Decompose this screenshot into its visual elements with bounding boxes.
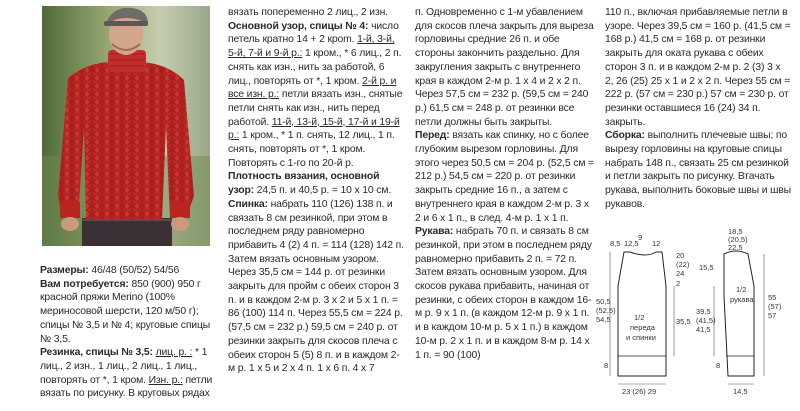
front-text: вязать как спинку, но с более глубоким вырезом горловины. Для этого через 50,5 см = 204 р. (52,5 см = 212 р.) 54,5 см = 220 р. от резинки закрыть средние 16 п., а затем с внутреннего края в каждом 2-м р. 3 х 2 и 6 х 1 п., в след. 4-м р. 1 х 1 п.	[415, 130, 594, 224]
assembly-text: выполнить плечевые швы; по вырезу горловины на круговые спицы набрать 148 п., связать 25 см резинкой и петли закрыть по рисунку. Втачать рукава, выполнить боковые швы и швы рукавов.	[605, 130, 791, 210]
main-pattern-paragraph	[228, 20, 406, 171]
back-label: Спинка:	[228, 198, 268, 210]
dim-sleeve-len-left-1: 39,5	[696, 307, 711, 316]
col2-line0: вязать попеременно 2 лиц., 2 изн.	[228, 7, 388, 18]
dim-neck-depth-3: 24	[676, 269, 685, 278]
back-paragraph	[228, 198, 406, 376]
materials-paragraph	[40, 278, 218, 347]
main-pattern-rows-b: 2-й р. и все изн. р.:	[228, 75, 397, 101]
dim-total-height-3: 54,5	[596, 315, 611, 324]
main-pattern-text-d: 1 кром., * 1 п. снять, 12 лиц., 1 п. снять, повторять от *, 1 кром. Повторять с 1-го по 20-й р.	[228, 130, 395, 169]
body-label-3: и спинки	[626, 333, 656, 342]
column-4-text	[605, 6, 791, 212]
front-paragraph	[415, 129, 597, 225]
sleeve-outline	[724, 251, 754, 376]
main-pattern-text-a: число петель кратно 14 + 2 крom.	[228, 20, 399, 46]
dim-neck-depth-2: (22)	[676, 260, 690, 269]
dim-sleeve-len-left-2: (41,5)	[696, 316, 716, 325]
rib-wrong-side-label: Изн. р.:	[148, 374, 183, 386]
main-pattern-text-b: 1 кром., * 6 лиц., 2 п. снять как изн., нить за работой, 6 лиц., повторять от *, 1 кром.	[228, 48, 402, 87]
rib-text: * 1 лиц., 2 изн., 1 лиц., 2 лиц., 1 лиц., повторять от *, 1 кром.	[40, 347, 208, 386]
dim-sleeve-top-2: (20,5)	[728, 235, 748, 244]
main-pattern-label: Основной узор, спицы № 4:	[228, 20, 369, 32]
rib-row-label: лиц. р. :	[155, 347, 193, 359]
pattern-diagram	[596, 226, 796, 406]
dim-shoulder-left: 8,5	[610, 239, 621, 248]
dim-sleeve-len-right-2: (57)	[768, 302, 782, 311]
dim-sleeve-len-right-3: 57	[768, 311, 777, 320]
dim-sleeve-top-1: 18,5	[728, 227, 743, 236]
dim-total-height-1: 50,5	[596, 297, 611, 306]
assembly-paragraph	[605, 129, 791, 211]
dim-sleeve-len-left-3: 41,5	[696, 325, 711, 334]
dim-body-hem: 8	[604, 361, 609, 370]
dim-neck-right: 12	[652, 239, 661, 248]
dim-sleeve-bottom-width: 14,5	[733, 387, 748, 396]
back-text: набрать 110 (126) 138 п. и связать 8 см резинкой, при этом в последнем ряду равномерно прибавить 4 (2) 4 п. = 114 (128) 142 п. Затем вязать основным узором. Через 35,5 см = 144 р. от резинки закрыть для пройм с обеих сторон 3 п. и в каждом 2-м р. 3 х 2 и 5 х 1 п. = 86 (100) 114 п. Через 55,5 см = 224 р. (57,5 см = 232 р.) 59,5 см = 240 р. от резинки закрыть для скосов плеча с обеих сторон 5 (5) 8 п. и в каждом 2-м р. 1 х 5 и 2 х 4 п. 1 х 6 п. 4 х 7	[228, 198, 404, 375]
dim-sleeve-len-right-1: 55	[768, 293, 777, 302]
materials-label: Вам потребуется:	[40, 278, 129, 290]
dim-side-height: 35,5	[676, 317, 691, 326]
dim-body-bottom-width: 23 (26) 29	[622, 387, 657, 396]
sweater-photo	[42, 6, 210, 246]
dim-shoulder-right: 12,5	[624, 239, 639, 248]
materials-text: 850 (900) 950 г красной пряжи Merino (100% мериносовой шерсти, 120 м/50 г); спицы № 3,5 и № 4; круговые спицы № 3,5.	[40, 278, 211, 345]
sleeve-label-2: рукава	[730, 295, 754, 304]
col4-text-a: 110 п., включая прибавляемые петли в узоре. Через 39,5 см = 160 р. (41,5 см = 168 р.) 41,5 см = 168 р. от резинки закрыть для оката рукава с обеих сторон 3 п. и в каждом 2-м р. 2 (3) 3 х 2, 26 (25) 25 х 1 и 2 х 2 п. Через 55 см = 222 р. (57 см = 230 р.) 57 см = 230 р. от резинки оставшиеся 16 (24) 34 п. закрыть.	[605, 7, 791, 128]
dim-total-height-2: (52,5)	[596, 306, 616, 315]
dim-sleeve-hem: 8	[716, 361, 721, 370]
dim-sleeve-cap: 15,5	[699, 263, 714, 272]
column-3-text	[415, 6, 597, 362]
main-pattern-text-c: петли вязать изн., снятые петли снять как изн., нить перед работой.	[228, 89, 403, 128]
sizes-label: Размеры:	[40, 265, 89, 276]
density-label: Плотность вязания, основной узор:	[228, 171, 380, 197]
sizes-line	[40, 264, 218, 278]
assembly-label: Сборка:	[605, 130, 645, 142]
dim-neck-depth-1: 20	[676, 251, 685, 260]
column-2-text	[228, 6, 406, 376]
rib-text-end: петли вязать по рисунку. В круговых рядах	[40, 374, 213, 400]
front-label: Перед:	[415, 130, 450, 142]
main-pattern-rows-a: 1-й, 3-й, 5-й, 7-й и 9-й р.:	[228, 34, 395, 60]
sleeves-text: набрать 70 п. и связать 8 см резинкой, при этом в последнем ряду равномерно прибавить 2 п. = 72 п. Затем вязать основным узором. Для скосов рукава прибавить, начиная от резинки, с обеих сторон в каждом 16-м р. 9 х 1 п. (в каждом 12-м р. 9 х 1 п. и в каждом 10-м р. 5 х 1 п.) в каждом 10-м р. 2 х 1 п. и в каждом 8-м р. 14 х 1 п. = 90 (100)	[415, 226, 592, 361]
main-pattern-rows-c: 11-й, 13-й, 15-й, 17-й и 19-й р.:	[228, 116, 400, 142]
dim-neck-top: 9	[638, 233, 643, 242]
sleeves-label: Рукава:	[415, 226, 454, 238]
density-text: 24,5 п. и 40,5 р. = 10 х 10 см.	[256, 185, 392, 197]
column-1-text	[40, 264, 218, 401]
dim-armhole: 2	[676, 279, 681, 288]
rib-paragraph	[40, 346, 218, 401]
sleeve-label-1: 1/2	[736, 285, 747, 294]
col3-text-a: п. Одновременно с 1-м убавлением для скосов плеча закрыть для выреза горловины средние 26 п. и обе стороны закончить раздельно. Для закругления закрыть с внутреннего края в каждом 2-м р. 1 х 4 и 2 х 2 п. Через 57,5 см = 232 р. (59,5 см = 240 р.) 61,5 см = 248 р. от резинки все петли должны быть закрыты.	[415, 7, 594, 128]
sizes-value: 46/48 (50/52) 54/56	[91, 265, 180, 276]
body-label-1: 1/2	[634, 313, 645, 322]
rib-label: Резинка, спицы № 3,5:	[40, 347, 153, 359]
body-label-2: переда	[630, 323, 655, 332]
sleeves-paragraph	[415, 225, 597, 362]
dim-sleeve-top-3: 22,5	[728, 243, 743, 252]
density-paragraph	[228, 170, 406, 197]
